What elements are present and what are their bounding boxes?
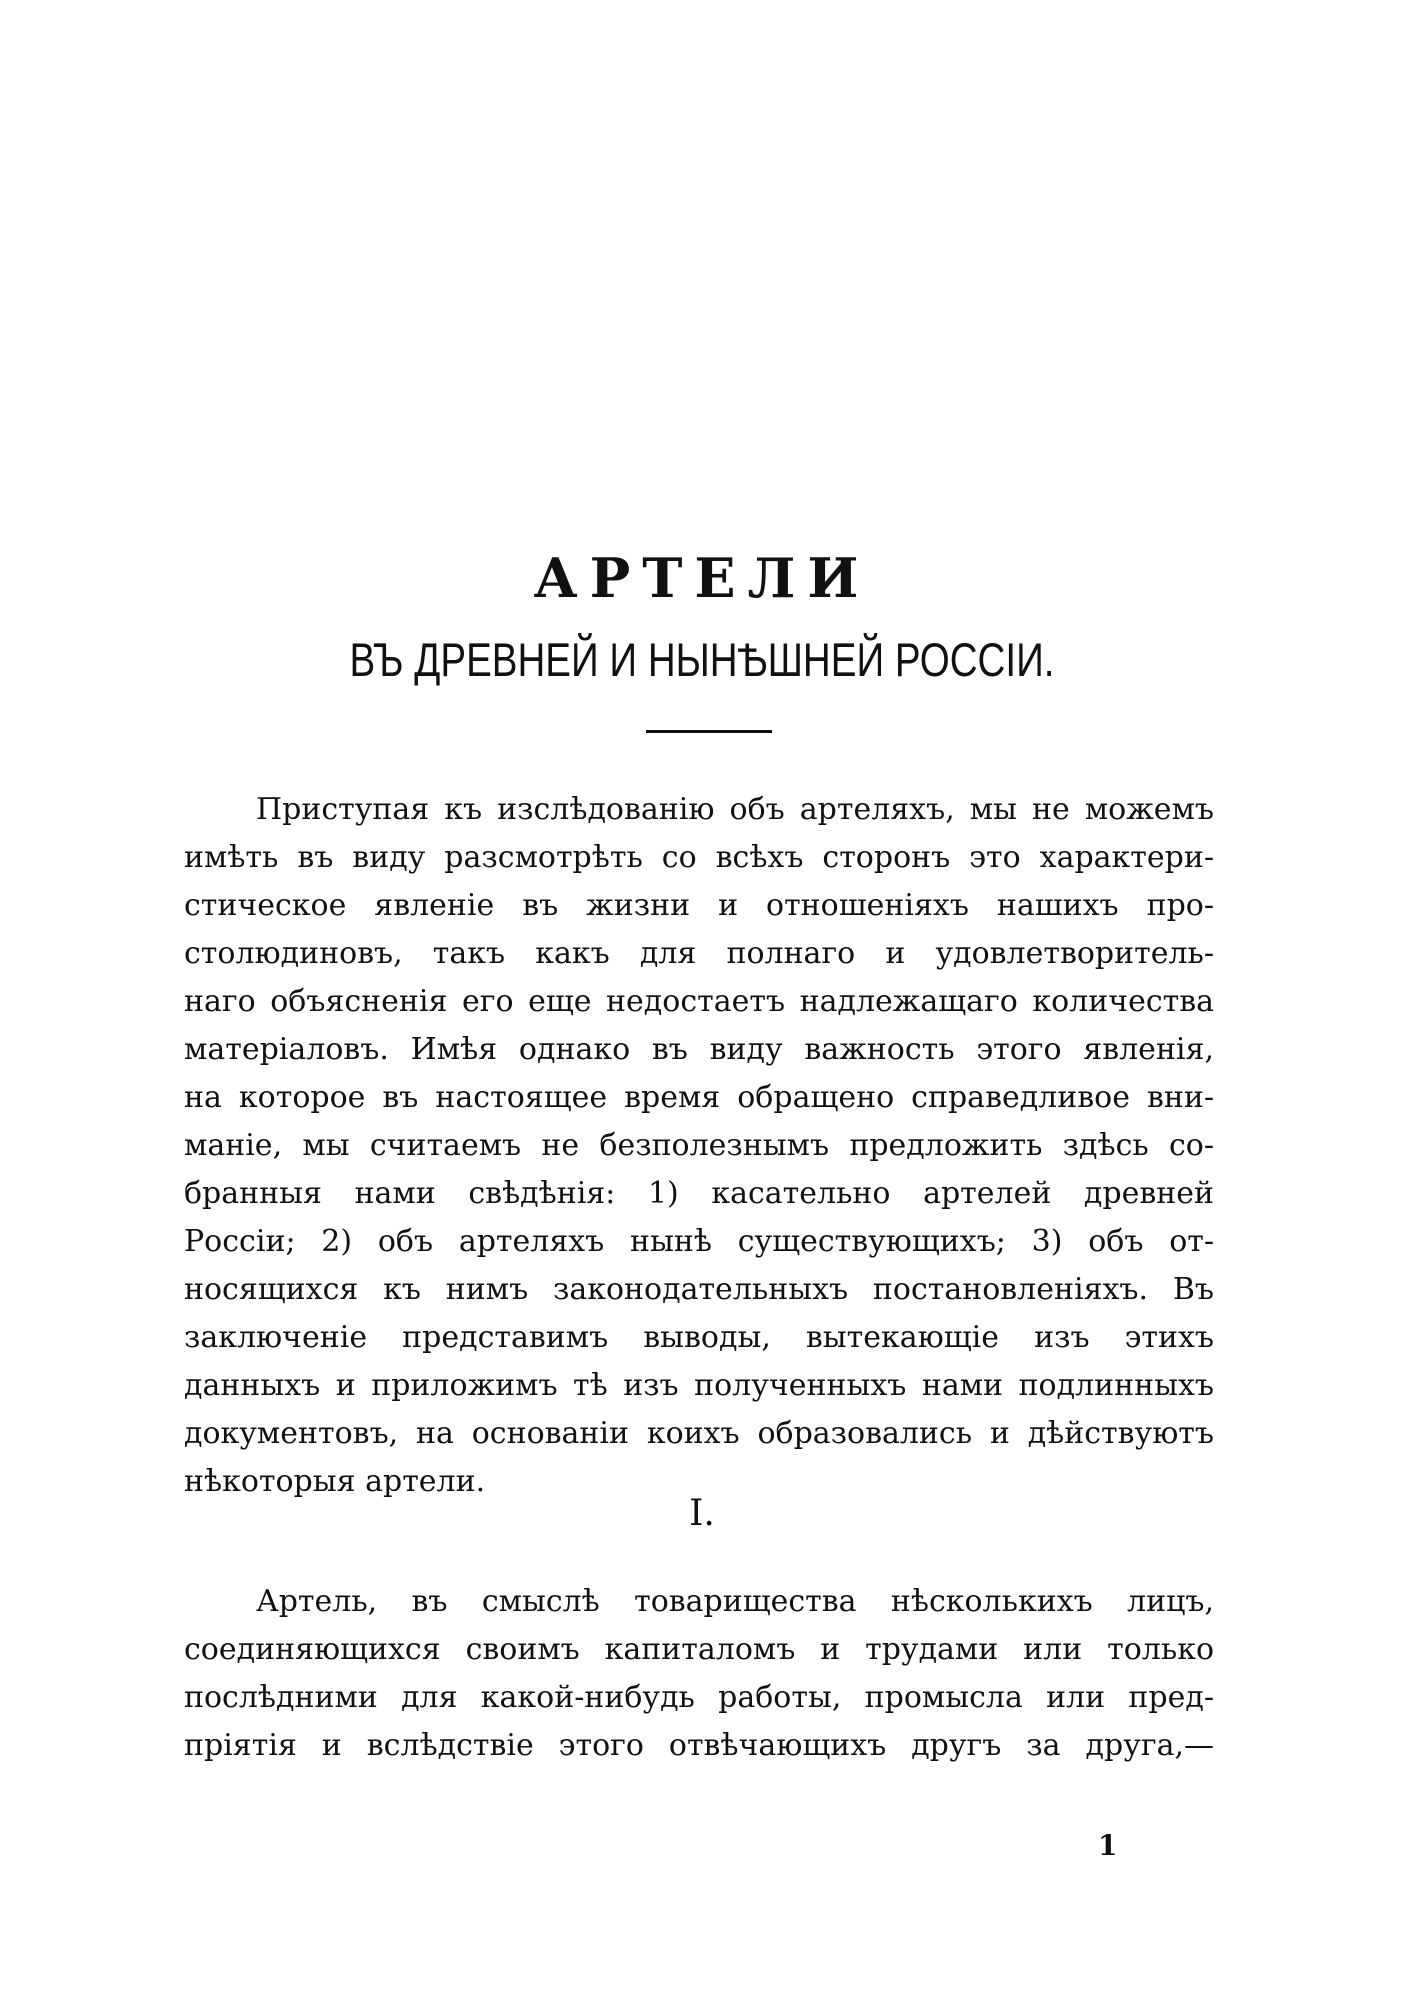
page-subtitle: ВЪ ДРЕВНЕЙ И НЫНѢШНЕЙ РОССІИ. xyxy=(349,633,1055,686)
text-line: маніе, мы считаемъ не безполезнымъ предложить здѣсь со- xyxy=(184,1128,1214,1163)
text-line: имѣть въ виду разсмотрѣть со всѣхъ сторонъ это характери- xyxy=(184,840,1214,875)
section-heading: I. xyxy=(689,1493,715,1534)
text-line: наго объясненія его еще недостаетъ надлежащаго количества xyxy=(184,984,1214,1019)
title-divider xyxy=(646,730,772,733)
text-line: данныхъ и приложимъ тѣ изъ полученныхъ нами подлинныхъ xyxy=(184,1368,1214,1403)
text-line: столюдиновъ, такъ какъ для полнаго и удовлетворитель- xyxy=(184,936,1214,971)
section-paragraph xyxy=(184,1578,1214,1770)
text-line: пріятія и вслѣдствіе этого отвѣчающихъ другъ за друга,— xyxy=(184,1728,1214,1763)
text-line: Приступая къ изслѣдованію объ артеляхъ, мы не можемъ xyxy=(256,792,1214,827)
text-line: на которое въ настоящее время обращено справедливое вни- xyxy=(184,1080,1214,1115)
text-line: стическое явленіе въ жизни и отношеніяхъ нашихъ про- xyxy=(184,888,1214,923)
text-line: матеріаловъ. Имѣя однако въ виду важность этого явленія, xyxy=(184,1032,1214,1067)
text-line: бранныя нами свѣдѣнія: 1) касательно артелей древней xyxy=(184,1176,1214,1211)
page-number: 1 xyxy=(1098,1829,1118,1862)
text-line: нѣкоторыя артели. xyxy=(184,1464,486,1499)
text-line: Россіи; 2) объ артеляхъ нынѣ существующихъ; 3) объ от- xyxy=(184,1224,1214,1259)
text-line: носящихся къ нимъ законодательныхъ постановленіяхъ. Въ xyxy=(184,1272,1214,1307)
text-line: заключеніе представимъ выводы, вытекающіе изъ этихъ xyxy=(184,1320,1214,1355)
text-line: соединяющихся своимъ капиталомъ и трудами или только xyxy=(184,1632,1214,1667)
text-line: Артель, въ смыслѣ товарищества нѣсколькихъ лицъ, xyxy=(256,1584,1214,1619)
text-line: документовъ, на основаніи коихъ образовались и дѣйствуютъ xyxy=(184,1416,1214,1451)
text-line: послѣдними для какой-нибудь работы, промысла или пред- xyxy=(184,1680,1214,1715)
intro-paragraph xyxy=(184,786,1214,1506)
page-title: АРТЕЛИ xyxy=(533,546,871,610)
